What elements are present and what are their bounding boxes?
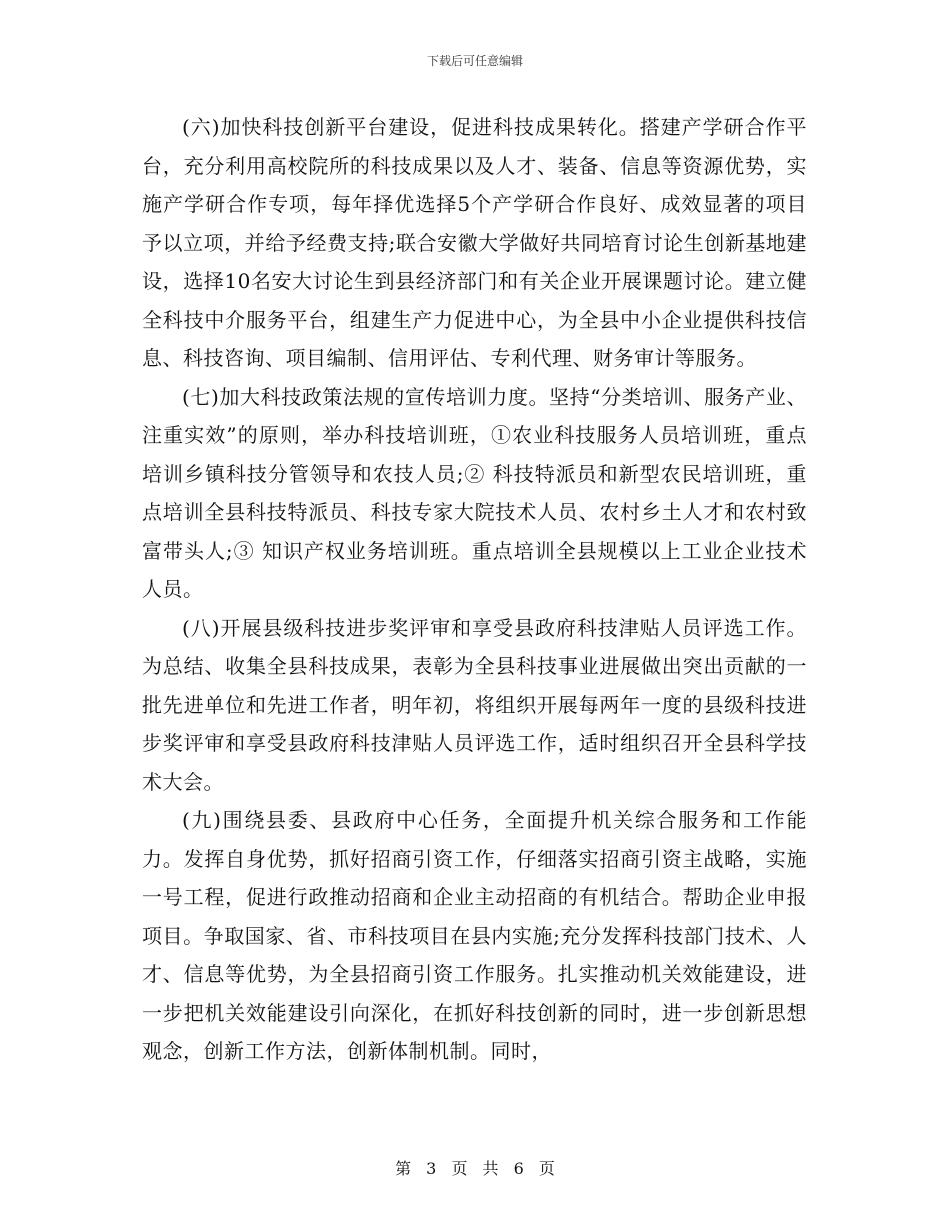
page-number: 第 3 页 共 6 页 [395, 1159, 555, 1178]
page-header: 下载后可任意编辑 [426, 54, 523, 68]
document-body [142, 108, 807, 1071]
paragraph-6: (六)加快科技创新平台建设，促进科技成果转化。搭建产学研合作平台，充分利用高校院所的科技成果以及人才、装备、信息等资源优势，实施产学研合作专项，每年择优选择5个产学研合作良好、成效显著的项目予以立项，并给予经费支持;联合安徽大学做好共同培育讨论生创新基地建设，选择10名安大讨论生到县经济部门和有关企业开展课题讨论。建立健全科技中介服务平台，组建生产力促进中心，为全县中小企业提供科技信息、科技咨询、项目编制、信用评估、专利代理、财务审计等服务。 [142, 115, 807, 370]
paragraph-7: (七)加大科技政策法规的宣传培训力度。坚持“分类培训、服务产业、注重实效”的原则，举办科技培训班，①农业科技服务人员培训班，重点培训乡镇科技分管领导和农技人员;② 科技特派员和新型农民培训班，重点培训全县科技特派员、科技专家大院技术人员、农村乡土人才和农村致富带头人;③ 知识产权业务培训班。重点培训全县规模以上工业企业技术人员。 [142, 384, 807, 601]
paragraph-9: (九)围绕县委、县政府中心任务，全面提升机关综合服务和工作能力。发挥自身优势，抓好招商引资工作，仔细落实招商引资主战略，实施一号工程，促进行政推动招商和企业主动招商的有机结合。帮助企业申报项目。争取国家、省、市科技项目在县内实施;充分发挥科技部门技术、人才、信息等优势，为全县招商引资工作服务。扎实推动机关效能建设，进一步把机关效能建设引向深化，在抓好科技创新的同时，进一步创新思想观念，创新工作方法，创新体制机制。同时， [142, 808, 807, 1063]
paragraph-8: (八)开展县级科技进步奖评审和享受县政府科技津贴人员评选工作。为总结、收集全县科技成果，表彰为全县科技事业进展做出突出贡献的一批先进单位和先进工作者，明年初，将组织开展每两年一度的县级科技进步奖评审和享受县政府科技津贴人员评选工作，适时组织召开全县科学技术大会。 [142, 615, 807, 794]
